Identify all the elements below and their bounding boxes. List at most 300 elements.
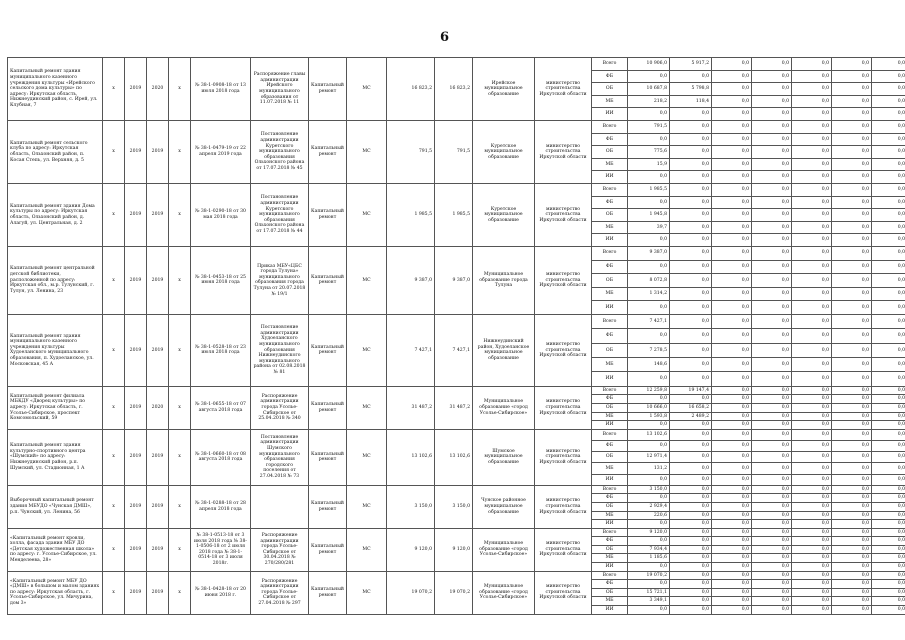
funding-value: 0,0 [670,580,712,589]
funding-value: 0,0 [872,146,905,159]
funding-value: 0,0 [752,120,792,133]
col-x1-text: х [112,212,115,218]
col-x2-text: х [178,347,181,353]
ministry-text: министерство строительства Иркутской области [539,80,587,97]
cell-year-start [125,528,147,571]
funding-value: 0,0 [712,606,752,615]
cell-estimated-cost [387,485,435,528]
funding-value: 7 934,4 [628,545,670,554]
table-row [8,485,905,494]
funding-value: 0,0 [792,183,832,196]
cell-year-start [125,485,147,528]
funding-value: 0,0 [872,287,905,301]
funding-value: 1 945,8 [628,209,670,222]
ministry-text: министерство строительства Иркутской области [539,143,587,160]
cell-col-x2 [169,571,191,614]
funding-value: 0,0 [792,133,832,146]
funding-value: 0,0 [628,474,670,485]
estimated-cost-text: 7 427,1 [414,347,432,353]
funding-value: 0,0 [752,440,792,451]
funding-source: ФБ [592,133,628,146]
col-x1-text: х [112,546,115,552]
expertise-doc-text: № 38-1-0528-18 от 23 июля 2018 года [195,344,246,356]
cost-limit-text: 1 985,5 [452,212,470,218]
cell-cost-limit [435,183,473,246]
funding-value: 0,0 [670,372,712,386]
funding-value: 0,0 [752,234,792,247]
funding-value: 0,0 [752,343,792,357]
funding-value: 0,0 [832,221,872,234]
funding-value: 0,0 [712,580,752,589]
ministry-text: министерство строительства Иркутской области [539,541,587,558]
cell-year-start [125,386,147,429]
decision-doc-text: Распоряжение администрации города Усолье-Сибирское от 30.04.2018 № 270/280/281 [260,532,299,566]
funding-value: 0,0 [670,554,712,563]
funding-value: 0,0 [712,287,752,301]
funding-value: 0,0 [872,474,905,485]
cell-cost-limit [435,386,473,429]
funding-value: 0,0 [792,246,832,260]
funding-value: 0,0 [872,545,905,554]
table-row [8,429,905,440]
funding-value: 0,0 [752,196,792,209]
cell-col-x2 [169,120,191,183]
funding-value: 0,0 [832,494,872,503]
project-name-text: Капитальный ремонт здания муниципального казенного учреждения культуры Худоеланского муниципального образования, п. Худоеланское, ул. Московская, 45 А [10,333,94,367]
funding-source: МБ [592,412,628,421]
funding-value: 0,0 [752,171,792,184]
funding-value: 0,0 [712,83,752,96]
cell-estimated-cost [387,314,435,386]
project-name-text: Выборочный капитальный ремонт здания МБУДО «Чунская ДМШ», р.п. Чунский, ул. Ленина, 56 [10,498,94,515]
year-start-text: 2019 [129,277,142,283]
funding-value: 0,0 [670,463,712,474]
funding-value: 0,0 [712,301,752,315]
ministry-text: министерство строительства Иркутской области [539,448,587,466]
funding-value: 131,2 [628,463,670,474]
funding-value: 0,0 [792,452,832,463]
cell-decision-doc [251,386,309,429]
cell-mode [347,183,387,246]
funding-value: 0,0 [792,58,832,71]
funding-source: ИИ [592,520,628,529]
cell-col-x1 [103,120,125,183]
cell-expertise-doc [191,183,251,246]
col-x1-text: х [112,149,115,155]
funding-value: 3 150,0 [628,485,670,494]
funding-value: 0,0 [670,120,712,133]
funding-source: ОБ [592,404,628,413]
expertise-doc-text: № 38-1-0290-18 от 30 мая 2018 года [195,209,246,220]
estimated-cost-text: 13 102,6 [411,454,432,460]
funding-value: 0,0 [712,314,752,328]
funding-value: 0,0 [670,171,712,184]
funding-source: МБ [592,287,628,301]
ministry-text: министерство строительства Иркутской области [539,206,587,223]
funding-value: 0,0 [628,301,670,315]
funding-value: 0,0 [712,133,752,146]
cell-col-x1 [103,246,125,314]
decision-doc-text: Распоряжение администрации города Усолье-Сибирское от 27.04.2018 № 297 [258,578,301,607]
funding-value: 0,0 [752,571,792,580]
funding-value: 0,0 [670,183,712,196]
funding-value: 15 721,1 [628,588,670,597]
funding-value: 0,0 [752,606,792,615]
funding-value: 0,0 [872,234,905,247]
project-name-text: Капитальный ремонт здания культурно-спортивного центра «Шумский» по адресу: Нижнеудинский район, р.п. Шумский, ул. Стадионная, 1 А [10,443,86,471]
funding-value: 0,0 [872,246,905,260]
funding-value: 0,0 [752,386,792,395]
funding-value: 0,0 [752,260,792,274]
funding-value: 0,0 [752,588,792,597]
estimated-cost-text: 791,5 [418,149,432,155]
funding-value: 0,0 [752,95,792,108]
cell-decision-doc [251,314,309,386]
expertise-doc-text: № 38-1-0428-18 от 20 июня 2018 г. [195,587,246,598]
col-x2-text: х [178,277,181,283]
funding-value: 0,0 [712,520,752,529]
cell-ministry [535,571,592,614]
funding-value: 0,0 [872,520,905,529]
funding-source: ФБ [592,580,628,589]
work-type-text: Капитальный ремонт [311,146,344,157]
cell-customer [473,571,535,614]
cell-customer [473,120,535,183]
mode-text: МС [362,347,371,353]
work-type-text: Капитальный ремонт [311,209,344,220]
funding-value: 0,0 [832,554,872,563]
year-start-text: 2019 [129,546,142,552]
funding-value: 15,9 [628,158,670,171]
cell-cost-limit [435,571,473,614]
funding-value: 0,0 [832,158,872,171]
funding-value: 0,0 [712,358,752,372]
cell-year-start [125,571,147,614]
funding-value: 0,0 [832,314,872,328]
cell-customer [473,58,535,121]
project-name-text: «Капитальный ремонт МБУ ДО «ДМШ» в большом и малом зданиях по адресу: Иркутская область, г. Усолье-Сибирское, ул. Мичурина, дом 3» [10,578,100,607]
funding-value: 0,0 [628,171,670,184]
funding-value: 0,0 [832,485,872,494]
ministry-text: министерство строительства Иркутской области [539,399,587,416]
cell-year-start [125,314,147,386]
funding-value: 0,0 [792,329,832,343]
cell-cost-limit [435,429,473,485]
year-end-text: 2019 [151,546,164,552]
cell-col-x1 [103,386,125,429]
year-start-text: 2019 [129,589,142,595]
funding-value: 0,0 [628,580,670,589]
funding-value: 0,0 [792,606,832,615]
year-end-text: 2019 [151,454,164,460]
cell-customer [473,386,535,429]
funding-value: 220,6 [628,511,670,520]
cell-ministry [535,314,592,386]
funding-value: 0,0 [832,502,872,511]
funding-value: 148,6 [628,358,670,372]
funding-value: 0,0 [712,386,752,395]
work-type-text: Капитальный ремонт [311,402,344,413]
funding-value: 0,0 [628,606,670,615]
funding-value: 0,0 [872,528,905,537]
customer-text: Куретское муниципальное образование [484,206,523,223]
funding-value: 0,0 [752,537,792,546]
year-end-text: 2019 [151,347,164,353]
cell-project-name [8,429,103,485]
funding-value: 12 971,4 [628,452,670,463]
funding-value: 19 147,4 [670,386,712,395]
funding-value: 0,0 [670,502,712,511]
funding-value: 0,0 [832,183,872,196]
cell-decision-doc [251,528,309,571]
decision-doc-text: Постановление администрации Куретского муниципального образования Ольхонского района от 17.07.2018 № 45 [254,132,305,171]
funding-value: 0,0 [670,440,712,451]
funding-value: 0,0 [670,395,712,404]
funding-value: 0,0 [712,485,752,494]
funding-value: 0,0 [872,429,905,440]
estimated-cost-text: 19 070,2 [411,589,432,595]
funding-value: 0,0 [872,404,905,413]
cell-expertise-doc [191,58,251,121]
cell-work-type [309,120,347,183]
customer-text: Муниципальное образование города Тулуна [479,272,528,289]
funding-value: 1 985,5 [628,183,670,196]
year-start-text: 2019 [129,405,142,411]
funding-value: 0,0 [752,209,792,222]
funding-value: 0,0 [792,314,832,328]
funding-value: 0,0 [832,120,872,133]
funding-value: 0,0 [670,474,712,485]
funding-value: 0,0 [712,372,752,386]
funding-value: 0,0 [792,404,832,413]
expertise-doc-text: № 38-1-0288-18 от 28 апреля 2018 года [195,501,246,512]
cell-ministry [535,429,592,485]
funding-value: 0,0 [670,429,712,440]
cell-col-x1 [103,429,125,485]
funding-value: 0,0 [712,494,752,503]
funding-value: 0,0 [670,158,712,171]
funding-value: 0,0 [752,474,792,485]
funding-value: 0,0 [872,171,905,184]
funding-value: 0,0 [872,563,905,572]
funding-source: ОБ [592,343,628,357]
funding-source: ИИ [592,108,628,121]
project-name-text: Капитальный ремонт центральной детской библиотеки, расположенной по адресу: Иркутская обл., м.р. Тулунский, г. Тулун, ул. Ленина, 23 [10,266,95,294]
cell-expertise-doc [191,246,251,314]
funding-value: 0,0 [670,234,712,247]
work-type-text: Капитальный ремонт [311,544,344,555]
funding-value: 0,0 [832,588,872,597]
funding-value: 0,0 [872,58,905,71]
funding-value: 0,0 [792,120,832,133]
funding-value: 0,0 [712,329,752,343]
funding-value: 0,0 [792,196,832,209]
funding-source: ИИ [592,474,628,485]
funding-source: МБ [592,554,628,563]
project-name-text: Капитальный ремонт сельского клуба по адресу: Иркутская область, Ольхонский район, п. Косая Степь, ул. Верхняя, д. 5 [10,140,88,163]
funding-source: Всего [592,58,628,71]
funding-value: 0,0 [872,386,905,395]
funding-value: 0,0 [792,520,832,529]
funding-value: 0,0 [832,274,872,288]
cell-decision-doc [251,429,309,485]
funding-value: 0,0 [872,554,905,563]
funding-value: 0,0 [832,146,872,159]
cell-estimated-cost [387,183,435,246]
funding-value: 0,0 [832,563,872,572]
funding-value: 0,0 [792,146,832,159]
funding-value: 0,0 [712,221,752,234]
funding-value: 0,0 [712,597,752,606]
funding-value: 0,0 [832,95,872,108]
year-start-text: 2019 [129,86,142,92]
col-x2-text: х [178,212,181,218]
funding-value: 0,0 [712,502,752,511]
funding-source: ФБ [592,440,628,451]
work-type-text: Капитальный ремонт [311,451,344,463]
cost-limit-text: 3 150,0 [452,503,470,509]
funding-value: 1 314,2 [628,287,670,301]
funding-value: 0,0 [670,545,712,554]
cell-work-type [309,246,347,314]
funding-value: 0,0 [628,329,670,343]
estimated-cost-text: 3 150,0 [414,503,432,509]
funding-source: Всего [592,386,628,395]
funding-value: 0,0 [792,545,832,554]
funding-value: 0,0 [712,183,752,196]
cell-estimated-cost [387,528,435,571]
funding-value: 0,0 [792,580,832,589]
funding-value: 0,0 [670,528,712,537]
funding-value: 0,0 [792,171,832,184]
funding-value: 0,0 [752,329,792,343]
funding-value: 19 070,2 [628,571,670,580]
funding-value: 0,0 [670,314,712,328]
funding-value: 0,0 [752,314,792,328]
funding-value: 2 489,2 [670,412,712,421]
cell-cost-limit [435,58,473,121]
funding-value: 0,0 [670,511,712,520]
col-x1-text: х [112,405,115,411]
funding-value: 791,5 [628,120,670,133]
funding-value: 10 687,8 [628,83,670,96]
funding-value: 2 929,4 [628,502,670,511]
cell-project-name [8,58,103,121]
cell-expertise-doc [191,528,251,571]
funding-value: 0,0 [712,537,752,546]
cell-year-end [147,314,169,386]
funding-value: 0,0 [670,301,712,315]
cell-project-name [8,485,103,528]
funding-value: 0,0 [832,108,872,121]
col-x2-text: х [178,503,181,509]
cell-expertise-doc [191,571,251,614]
cost-limit-text: 9 387,0 [452,277,470,283]
col-x1-text: х [112,86,115,92]
expertise-doc-text: № 38-1-0660-18 от 08 августа 2018 года [195,451,246,463]
funding-value: 0,0 [792,358,832,372]
funding-value: 0,0 [628,372,670,386]
funding-value: 0,0 [712,246,752,260]
col-x1-text: х [112,503,115,509]
funding-value: 0,0 [792,474,832,485]
funding-value: 0,0 [628,494,670,503]
funding-value: 0,0 [872,301,905,315]
funding-source: ИИ [592,372,628,386]
cell-project-name [8,246,103,314]
cell-customer [473,246,535,314]
funding-source: Всего [592,183,628,196]
funding-value: 0,0 [792,494,832,503]
funding-value: 0,0 [792,287,832,301]
cell-mode [347,429,387,485]
cell-cost-limit [435,120,473,183]
year-end-text: 2020 [151,405,164,411]
funding-value: 0,0 [670,70,712,83]
funding-value: 0,0 [670,343,712,357]
funding-value: 0,0 [752,502,792,511]
cost-limit-text: 31 487,2 [449,405,470,411]
cell-col-x1 [103,528,125,571]
cost-limit-text: 791,5 [456,149,470,155]
funding-source: ФБ [592,329,628,343]
funding-value: 0,0 [792,301,832,315]
funding-value: 0,0 [670,571,712,580]
expertise-doc-text: № 38-1-0513-18 от 3 июля 2018 года № 38-1-0506-18 от 2 июля 2018 года № 38-1-0514-18 от 3 июля 2018г. [194,532,247,566]
cell-ministry [535,246,592,314]
funding-value: 118,4 [670,95,712,108]
funding-value: 0,0 [872,343,905,357]
funding-value: 0,0 [832,429,872,440]
funding-value: 0,0 [792,463,832,474]
table-row [8,58,905,71]
funding-value: 0,0 [670,246,712,260]
cell-estimated-cost [387,386,435,429]
customer-text: Муниципальное образование «город Усолье-Сибирское» [479,584,528,601]
funding-value: 0,0 [832,463,872,474]
customer-text: Ирейское муниципальное образование [484,80,523,97]
funding-value: 0,0 [752,421,792,430]
funding-value: 0,0 [832,301,872,315]
cell-work-type [309,58,347,121]
funding-value: 10 906,0 [628,58,670,71]
funding-value: 0,0 [712,95,752,108]
funding-value: 1 593,8 [628,412,670,421]
funding-value: 0,0 [792,537,832,546]
mode-text: МС [362,277,371,283]
funding-source: МБ [592,597,628,606]
cell-col-x1 [103,571,125,614]
cost-limit-text: 13 102,6 [449,454,470,460]
cell-mode [347,314,387,386]
customer-text: Куретское муниципальное образование [484,143,523,160]
funding-value: 0,0 [752,485,792,494]
funding-value: 0,0 [752,83,792,96]
year-end-text: 2019 [151,589,164,595]
funding-value: 0,0 [752,563,792,572]
funding-source: ОБ [592,452,628,463]
funding-value: 0,0 [670,537,712,546]
funding-value: 0,0 [712,463,752,474]
funding-value: 0,0 [872,314,905,328]
funding-value: 0,0 [872,183,905,196]
funding-value: 0,0 [628,520,670,529]
col-x1-text: х [112,454,115,460]
funding-value: 0,0 [832,287,872,301]
table-row [8,571,905,580]
funding-value: 3 349,1 [628,597,670,606]
funding-value: 12 259,8 [628,386,670,395]
